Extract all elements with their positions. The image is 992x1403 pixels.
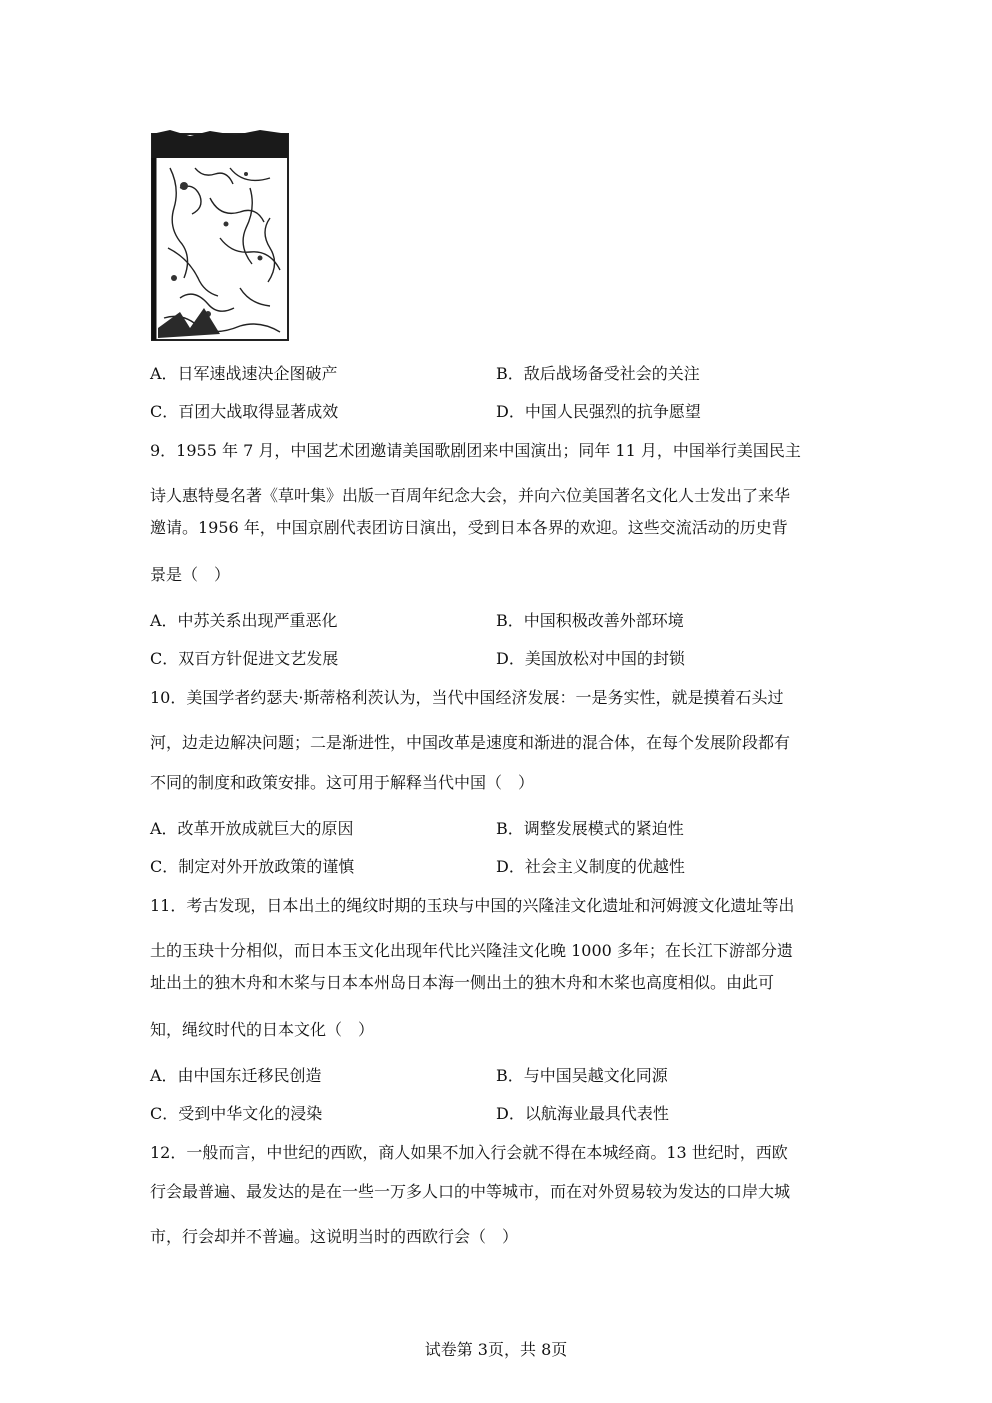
q11-option-d[interactable]: D．以航海业最具代表性 xyxy=(496,1104,669,1123)
question-10-line-1: 10．美国学者约瑟夫·斯蒂格利茨认为，当代中国经济发展：一是务实性，就是摸着石头过 xyxy=(150,688,784,707)
q9-option-c[interactable]: C．双百方针促进文艺发展 xyxy=(150,649,339,668)
q10-option-a[interactable]: A．改革开放成就巨大的原因 xyxy=(150,819,354,838)
question-9-line-3: 邀请。1956 年，中国京剧代表团访日演出，受到日本各界的欢迎。这些交流活动的历史背 xyxy=(150,518,788,537)
q8-option-b[interactable]: B．敌后战场备受社会的关注 xyxy=(496,364,700,383)
question-9-line-1: 9．1955 年 7 月，中国艺术团邀请美国歌剧团来中国演出；同年 11 月，中国举行美国民主 xyxy=(150,441,801,460)
question-12-line-3: 市，行会却并不普遍。这说明当时的西欧行会（ ） xyxy=(150,1227,519,1246)
q10-option-d[interactable]: D．社会主义制度的优越性 xyxy=(496,857,685,876)
q8-option-d[interactable]: D．中国人民强烈的抗争愿望 xyxy=(496,402,701,421)
question-9-line-4: 景是（ ） xyxy=(150,565,231,584)
question-11-line-1: 11．考古发现，日本出土的绳纹时期的玉玦与中国的兴隆洼文化遗址和河姆渡文化遗址等出 xyxy=(150,896,795,915)
question-11-line-2: 土的玉玦十分相似，而日本玉文化出现年代比兴隆洼文化晚 1000 多年；在长江下游部分遗 xyxy=(150,941,793,960)
q9-option-b[interactable]: B．中国积极改善外部环境 xyxy=(496,611,684,630)
question-9-line-2: 诗人惠特曼名著《草叶集》出版一百周年纪念大会，并向六位美国著名文化人士发出了来华 xyxy=(150,486,791,505)
q8-option-a[interactable]: A．日军速战速决企图破产 xyxy=(150,364,338,383)
q11-option-b[interactable]: B．与中国吴越文化同源 xyxy=(496,1066,668,1085)
question-12-line-2: 行会最普遍、最发达的是在一些一万多人口的中等城市，而在对外贸易较为发达的口岸大城 xyxy=(150,1182,791,1201)
q9-option-d[interactable]: D．美国放松对中国的封锁 xyxy=(496,649,685,668)
question-12-line-1: 12．一般而言，中世纪的西欧，商人如果不加入行会就不得在本城经商。13 世纪时，西欧 xyxy=(150,1143,788,1162)
question-10-line-3: 不同的制度和政策安排。这可用于解释当代中国（ ） xyxy=(150,773,535,792)
q9-option-a[interactable]: A．中苏关系出现严重恶化 xyxy=(150,611,338,630)
question-11-line-4: 知，绳纹时代的日本文化（ ） xyxy=(150,1020,375,1039)
historical-illustration xyxy=(150,128,290,342)
woodcut-image-icon xyxy=(150,128,290,342)
page-footer: 试卷第 3页，共 8页 xyxy=(424,1340,568,1359)
q10-option-c[interactable]: C．制定对外开放政策的谨慎 xyxy=(150,857,355,876)
question-11-line-3: 址出土的独木舟和木桨与日本本州岛日本海一侧出土的独木舟和木桨也高度相似。由此可 xyxy=(150,973,775,992)
q10-option-b[interactable]: B．调整发展模式的紧迫性 xyxy=(496,819,684,838)
question-10-line-2: 河，边走边解决问题；二是渐进性，中国改革是速度和渐进的混合体，在每个发展阶段都有 xyxy=(150,733,791,752)
q11-option-a[interactable]: A．由中国东迁移民创造 xyxy=(150,1066,322,1085)
q8-option-c[interactable]: C．百团大战取得显著成效 xyxy=(150,402,339,421)
q11-option-c[interactable]: C．受到中华文化的浸染 xyxy=(150,1104,323,1123)
